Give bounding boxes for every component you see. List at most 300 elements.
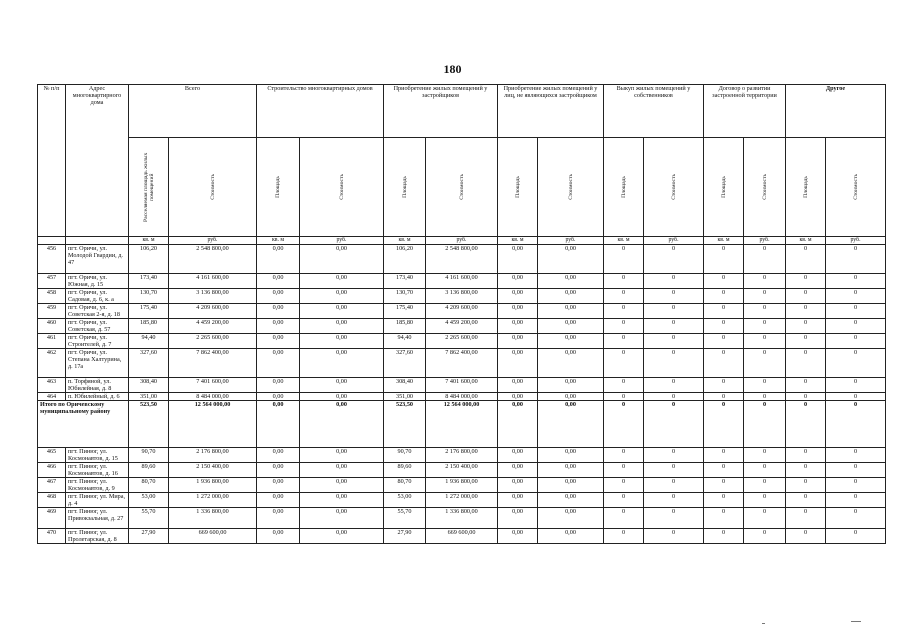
row-number: 460 bbox=[38, 319, 66, 334]
row-value: 0 bbox=[786, 493, 826, 508]
table-row bbox=[38, 289, 886, 304]
row-value: 0 bbox=[826, 393, 886, 401]
row-value: 1 272 000,00 bbox=[426, 493, 498, 508]
total-value: 0,00 bbox=[498, 401, 538, 448]
row-value: 0 bbox=[704, 393, 744, 401]
table-row bbox=[38, 529, 886, 544]
row-value: 0 bbox=[826, 289, 886, 304]
table-row bbox=[38, 334, 886, 349]
subheader-cell: Площадь bbox=[498, 138, 538, 237]
row-address: пгт. Пинюг, ул. Привокзальная, д. 27 bbox=[66, 508, 129, 529]
row-value: 1 336 800,00 bbox=[169, 508, 257, 529]
row-value: 0 bbox=[744, 304, 786, 319]
row-value: 2 265 600,00 bbox=[426, 334, 498, 349]
row-address: пгт. Пинюг, ул. Пролетарская, д. 8 bbox=[66, 529, 129, 544]
row-value: 351,00 bbox=[384, 393, 426, 401]
row-value: 0 bbox=[744, 349, 786, 378]
row-value: 0 bbox=[786, 274, 826, 289]
row-value: 0,00 bbox=[498, 245, 538, 274]
table-row bbox=[38, 493, 886, 508]
row-value: 0,00 bbox=[300, 463, 384, 478]
row-value: 0 bbox=[644, 478, 704, 493]
total-value: 0 bbox=[786, 401, 826, 448]
row-value: 0 bbox=[644, 274, 704, 289]
row-number: 465 bbox=[38, 448, 66, 463]
row-address: пгт. Оричи, ул. Советская, д. 57 bbox=[66, 319, 129, 334]
header-num: № п/п bbox=[38, 85, 66, 237]
row-number: 470 bbox=[38, 529, 66, 544]
total-value: 12 564 000,00 bbox=[169, 401, 257, 448]
row-value: 0 bbox=[744, 334, 786, 349]
row-value: 0 bbox=[786, 393, 826, 401]
row-value: 0 bbox=[604, 529, 644, 544]
scan-mark bbox=[762, 623, 765, 624]
row-address: пгт. Пинюг, ул. Мира, д. 4 bbox=[66, 493, 129, 508]
subheader-cell: Стоимость bbox=[826, 138, 886, 237]
row-value: 0 bbox=[786, 448, 826, 463]
row-value: 0,00 bbox=[257, 508, 300, 529]
row-value: 0,00 bbox=[538, 378, 604, 393]
total-label: Итого по Оричевскому муниципальному району bbox=[38, 401, 129, 448]
row-value: 0,00 bbox=[538, 493, 604, 508]
row-value: 0 bbox=[786, 289, 826, 304]
total-value: 523,50 bbox=[384, 401, 426, 448]
row-value: 0 bbox=[786, 245, 826, 274]
row-value: 90,70 bbox=[384, 448, 426, 463]
row-value: 0 bbox=[744, 378, 786, 393]
row-value: 0 bbox=[604, 274, 644, 289]
row-value: 55,70 bbox=[129, 508, 169, 529]
scan-mark bbox=[851, 621, 861, 622]
header-address: Адрес многоквартирного дома bbox=[66, 85, 129, 237]
row-value: 0,00 bbox=[257, 304, 300, 319]
row-value: 0 bbox=[744, 393, 786, 401]
row-value: 0 bbox=[704, 378, 744, 393]
table-row bbox=[38, 393, 886, 401]
row-value: 0 bbox=[744, 448, 786, 463]
row-value: 0 bbox=[786, 334, 826, 349]
row-value: 0 bbox=[644, 393, 704, 401]
units-cell: кв. м bbox=[257, 237, 300, 245]
units-cell: кв. м bbox=[129, 237, 169, 245]
row-value: 7 401 600,00 bbox=[169, 378, 257, 393]
row-value: 0,00 bbox=[498, 463, 538, 478]
row-value: 0 bbox=[786, 463, 826, 478]
row-value: 0 bbox=[704, 304, 744, 319]
row-value: 0 bbox=[604, 448, 644, 463]
header-group-other: Другое bbox=[786, 85, 886, 138]
row-value: 1 272 000,00 bbox=[169, 493, 257, 508]
units-cell: кв. м bbox=[786, 237, 826, 245]
subheader-cell: Стоимость bbox=[744, 138, 786, 237]
row-value: 7 862 400,00 bbox=[426, 349, 498, 378]
row-value: 0 bbox=[786, 319, 826, 334]
row-value: 0 bbox=[604, 393, 644, 401]
row-address: пгт. Оричи, ул. Строителей, д. 7 bbox=[66, 334, 129, 349]
row-value: 0,00 bbox=[538, 478, 604, 493]
subheader-cell: Площадь bbox=[704, 138, 744, 237]
row-value: 0 bbox=[604, 319, 644, 334]
row-number: 469 bbox=[38, 508, 66, 529]
row-value: 0,00 bbox=[498, 334, 538, 349]
units-cell bbox=[66, 237, 129, 245]
row-value: 0,00 bbox=[538, 463, 604, 478]
row-value: 0,00 bbox=[498, 274, 538, 289]
table-row bbox=[38, 274, 886, 289]
row-number: 461 bbox=[38, 334, 66, 349]
subheader-cell: Площадь bbox=[786, 138, 826, 237]
row-value: 4 459 200,00 bbox=[426, 319, 498, 334]
subheader-cell: Расселяемая площадь жилых помещений bbox=[129, 138, 169, 237]
row-value: 130,70 bbox=[384, 289, 426, 304]
row-value: 0 bbox=[644, 463, 704, 478]
row-value: 2 176 800,00 bbox=[169, 448, 257, 463]
row-value: 0,00 bbox=[300, 448, 384, 463]
row-value: 0,00 bbox=[538, 349, 604, 378]
row-value: 0,00 bbox=[300, 529, 384, 544]
header-group-buyout: Выкуп жилых помещений у собственников bbox=[604, 85, 704, 138]
row-value: 173,40 bbox=[384, 274, 426, 289]
header-group-nondeveloper-purchase: Приобретение жилых помещений у лиц, не являющихся застройщиком bbox=[498, 85, 604, 138]
total-value: 0 bbox=[604, 401, 644, 448]
header-group-construction: Строительство многоквартирных домов bbox=[257, 85, 384, 138]
table-row bbox=[38, 349, 886, 378]
row-value: 2 548 800,00 bbox=[426, 245, 498, 274]
row-value: 0 bbox=[604, 334, 644, 349]
row-value: 0 bbox=[604, 493, 644, 508]
row-value: 0,00 bbox=[498, 319, 538, 334]
row-value: 89,60 bbox=[129, 463, 169, 478]
row-value: 0 bbox=[744, 463, 786, 478]
row-value: 0 bbox=[704, 349, 744, 378]
row-value: 55,70 bbox=[384, 508, 426, 529]
subheader-cell: Площадь bbox=[604, 138, 644, 237]
row-value: 0 bbox=[786, 378, 826, 393]
row-value: 0 bbox=[704, 274, 744, 289]
row-value: 0 bbox=[826, 245, 886, 274]
row-value: 0 bbox=[786, 529, 826, 544]
units-cell: руб. bbox=[300, 237, 384, 245]
row-address: пгт. Оричи, ул. Степана Халтурина, д. 17а bbox=[66, 349, 129, 378]
row-value: 0,00 bbox=[300, 304, 384, 319]
row-value: 0,00 bbox=[257, 378, 300, 393]
row-value: 0 bbox=[744, 274, 786, 289]
row-value: 0 bbox=[786, 478, 826, 493]
row-value: 0 bbox=[604, 463, 644, 478]
resettlement-table bbox=[37, 84, 886, 544]
subheader-cell: Площадь bbox=[384, 138, 426, 237]
row-value: 4 459 200,00 bbox=[169, 319, 257, 334]
row-value: 0,00 bbox=[498, 289, 538, 304]
units-cell: кв. м bbox=[384, 237, 426, 245]
row-value: 0 bbox=[704, 448, 744, 463]
row-value: 0,00 bbox=[300, 245, 384, 274]
row-value: 0 bbox=[744, 508, 786, 529]
table-row bbox=[38, 508, 886, 529]
row-value: 2 150 400,00 bbox=[426, 463, 498, 478]
row-value: 0 bbox=[604, 245, 644, 274]
row-value: 0 bbox=[604, 508, 644, 529]
row-value: 0 bbox=[644, 508, 704, 529]
row-value: 0 bbox=[826, 508, 886, 529]
row-value: 2 548 800,00 bbox=[169, 245, 257, 274]
row-value: 0 bbox=[826, 349, 886, 378]
row-value: 0 bbox=[826, 463, 886, 478]
header-group-total: Всего bbox=[129, 85, 257, 138]
row-value: 4 209 600,00 bbox=[426, 304, 498, 319]
row-value: 0,00 bbox=[498, 304, 538, 319]
row-value: 0 bbox=[644, 378, 704, 393]
row-value: 0 bbox=[604, 378, 644, 393]
header-group-territory: Договор о развитии застроенной территории bbox=[704, 85, 786, 138]
row-value: 0 bbox=[744, 319, 786, 334]
row-address: пгт. Оричи, ул. Южная, д. 15 bbox=[66, 274, 129, 289]
row-value: 0 bbox=[704, 493, 744, 508]
page-number: 180 bbox=[443, 62, 462, 76]
row-value: 53,00 bbox=[129, 493, 169, 508]
subheader-cell: Стоимость bbox=[538, 138, 604, 237]
row-value: 0,00 bbox=[300, 393, 384, 401]
row-value: 7 862 400,00 bbox=[169, 349, 257, 378]
row-value: 0,00 bbox=[300, 349, 384, 378]
row-value: 0 bbox=[744, 493, 786, 508]
row-value: 0,00 bbox=[300, 493, 384, 508]
units-cell: руб. bbox=[426, 237, 498, 245]
total-value: 0 bbox=[744, 401, 786, 448]
row-value: 0,00 bbox=[300, 319, 384, 334]
sub-header-row bbox=[38, 138, 886, 237]
row-value: 0,00 bbox=[498, 508, 538, 529]
row-value: 94,40 bbox=[384, 334, 426, 349]
row-number: 463 bbox=[38, 378, 66, 393]
row-number: 456 bbox=[38, 245, 66, 274]
row-value: 0 bbox=[644, 245, 704, 274]
row-value: 8 484 000,00 bbox=[169, 393, 257, 401]
units-cell: руб. bbox=[169, 237, 257, 245]
row-value: 53,00 bbox=[384, 493, 426, 508]
total-value: 0,00 bbox=[300, 401, 384, 448]
row-number: 457 bbox=[38, 274, 66, 289]
row-value: 0 bbox=[704, 334, 744, 349]
row-address: п. Торфяной, ул. Юбилейная, д. 8 bbox=[66, 378, 129, 393]
subheader-cell: Стоимость bbox=[426, 138, 498, 237]
row-value: 0,00 bbox=[498, 493, 538, 508]
row-value: 0,00 bbox=[498, 529, 538, 544]
row-value: 0,00 bbox=[538, 319, 604, 334]
row-address: пгт. Оричи, ул. Садовая, д. 6, к. а bbox=[66, 289, 129, 304]
row-value: 0 bbox=[644, 334, 704, 349]
row-value: 1 936 800,00 bbox=[426, 478, 498, 493]
row-value: 0 bbox=[744, 289, 786, 304]
subheader-cell: Площадь bbox=[257, 138, 300, 237]
row-number: 466 bbox=[38, 463, 66, 478]
table-row bbox=[38, 463, 886, 478]
total-value: 523,50 bbox=[129, 401, 169, 448]
row-address: пгт. Оричи, ул. Советская 2-я, д. 18 bbox=[66, 304, 129, 319]
table-row bbox=[38, 304, 886, 319]
total-value: 0,00 bbox=[538, 401, 604, 448]
subheader-cell: Стоимость bbox=[644, 138, 704, 237]
row-value: 0,00 bbox=[257, 334, 300, 349]
row-value: 94,40 bbox=[129, 334, 169, 349]
row-value: 3 136 800,00 bbox=[169, 289, 257, 304]
row-address: пгт. Пинюг, ул. Космонавтов, д. 16 bbox=[66, 463, 129, 478]
units-cell: кв. м bbox=[498, 237, 538, 245]
table-row bbox=[38, 319, 886, 334]
total-value: 0 bbox=[644, 401, 704, 448]
row-value: 0,00 bbox=[538, 334, 604, 349]
row-value: 0 bbox=[826, 334, 886, 349]
row-value: 0 bbox=[826, 529, 886, 544]
units-cell bbox=[38, 237, 66, 245]
row-value: 0,00 bbox=[300, 378, 384, 393]
row-value: 0 bbox=[644, 289, 704, 304]
row-value: 327,60 bbox=[129, 349, 169, 378]
row-address: пгт. Пинюг, ул. Космонавтов, д. 15 bbox=[66, 448, 129, 463]
row-value: 0,00 bbox=[300, 478, 384, 493]
row-value: 0 bbox=[604, 349, 644, 378]
row-value: 0,00 bbox=[257, 349, 300, 378]
row-value: 0 bbox=[704, 478, 744, 493]
subheader-cell: Стоимость bbox=[169, 138, 257, 237]
units-cell: руб. bbox=[744, 237, 786, 245]
row-value: 0,00 bbox=[538, 245, 604, 274]
row-value: 80,70 bbox=[384, 478, 426, 493]
row-value: 0 bbox=[704, 529, 744, 544]
row-value: 0 bbox=[644, 529, 704, 544]
row-value: 0 bbox=[826, 378, 886, 393]
total-value: 0,00 bbox=[257, 401, 300, 448]
row-value: 0,00 bbox=[257, 529, 300, 544]
row-value: 669 600,00 bbox=[426, 529, 498, 544]
row-value: 308,40 bbox=[129, 378, 169, 393]
row-value: 0 bbox=[826, 493, 886, 508]
row-number: 467 bbox=[38, 478, 66, 493]
row-value: 175,40 bbox=[129, 304, 169, 319]
row-value: 27,90 bbox=[384, 529, 426, 544]
row-value: 0,00 bbox=[257, 289, 300, 304]
row-value: 0,00 bbox=[498, 378, 538, 393]
row-value: 0 bbox=[604, 478, 644, 493]
row-value: 0,00 bbox=[300, 274, 384, 289]
row-value: 0 bbox=[604, 304, 644, 319]
row-value: 185,80 bbox=[129, 319, 169, 334]
table-row bbox=[38, 378, 886, 393]
header-group-developer-purchase: Приобретение жилых помещений у застройщиков bbox=[384, 85, 498, 138]
row-value: 0,00 bbox=[257, 274, 300, 289]
row-value: 0,00 bbox=[538, 393, 604, 401]
row-value: 4 161 600,00 bbox=[426, 274, 498, 289]
row-value: 0,00 bbox=[257, 245, 300, 274]
row-value: 0 bbox=[826, 304, 886, 319]
row-value: 89,60 bbox=[384, 463, 426, 478]
row-value: 0,00 bbox=[498, 349, 538, 378]
row-value: 351,00 bbox=[129, 393, 169, 401]
total-value: 12 564 000,00 bbox=[426, 401, 498, 448]
row-value: 0,00 bbox=[257, 319, 300, 334]
group-header-row bbox=[38, 85, 886, 138]
row-value: 0 bbox=[704, 319, 744, 334]
total-value: 0 bbox=[826, 401, 886, 448]
row-value: 0,00 bbox=[538, 448, 604, 463]
row-value: 0 bbox=[704, 289, 744, 304]
row-value: 0,00 bbox=[538, 529, 604, 544]
row-value: 0 bbox=[826, 448, 886, 463]
row-value: 0,00 bbox=[498, 478, 538, 493]
row-value: 27,90 bbox=[129, 529, 169, 544]
row-value: 0,00 bbox=[538, 508, 604, 529]
row-value: 8 484 000,00 bbox=[426, 393, 498, 401]
row-value: 0 bbox=[744, 478, 786, 493]
row-value: 0,00 bbox=[498, 393, 538, 401]
row-number: 468 bbox=[38, 493, 66, 508]
row-value: 327,60 bbox=[384, 349, 426, 378]
row-value: 0 bbox=[826, 319, 886, 334]
row-value: 0,00 bbox=[257, 493, 300, 508]
total-value: 0 bbox=[704, 401, 744, 448]
row-value: 1 936 800,00 bbox=[169, 478, 257, 493]
row-value: 0,00 bbox=[538, 274, 604, 289]
row-value: 0,00 bbox=[300, 334, 384, 349]
row-value: 0 bbox=[704, 508, 744, 529]
row-value: 0,00 bbox=[257, 393, 300, 401]
row-value: 0 bbox=[704, 245, 744, 274]
units-cell: кв. м bbox=[704, 237, 744, 245]
row-value: 308,40 bbox=[384, 378, 426, 393]
total-row bbox=[38, 401, 886, 448]
row-value: 130,70 bbox=[129, 289, 169, 304]
row-value: 0,00 bbox=[498, 448, 538, 463]
row-value: 0 bbox=[644, 304, 704, 319]
row-address: пгт. Оричи, ул. Молодой Гвардии, д. 47 bbox=[66, 245, 129, 274]
row-value: 0,00 bbox=[257, 463, 300, 478]
row-value: 90,70 bbox=[129, 448, 169, 463]
row-value: 80,70 bbox=[129, 478, 169, 493]
row-value: 0 bbox=[744, 529, 786, 544]
row-value: 0,00 bbox=[538, 304, 604, 319]
row-value: 0 bbox=[744, 245, 786, 274]
row-value: 185,80 bbox=[384, 319, 426, 334]
row-value: 0 bbox=[644, 319, 704, 334]
row-value: 173,40 bbox=[129, 274, 169, 289]
units-cell: кв. м bbox=[604, 237, 644, 245]
row-value: 0 bbox=[604, 289, 644, 304]
row-number: 462 bbox=[38, 349, 66, 378]
row-value: 175,40 bbox=[384, 304, 426, 319]
row-value: 7 401 600,00 bbox=[426, 378, 498, 393]
row-value: 0,00 bbox=[257, 478, 300, 493]
row-value: 0 bbox=[826, 274, 886, 289]
row-value: 4 161 600,00 bbox=[169, 274, 257, 289]
table-row bbox=[38, 448, 886, 463]
units-row bbox=[38, 237, 886, 245]
row-value: 0,00 bbox=[538, 289, 604, 304]
row-value: 0,00 bbox=[300, 289, 384, 304]
row-number: 458 bbox=[38, 289, 66, 304]
units-cell: руб. bbox=[538, 237, 604, 245]
row-value: 0 bbox=[704, 463, 744, 478]
row-value: 2 265 600,00 bbox=[169, 334, 257, 349]
table-row bbox=[38, 478, 886, 493]
row-number: 459 bbox=[38, 304, 66, 319]
row-value: 1 336 800,00 bbox=[426, 508, 498, 529]
row-value: 0 bbox=[786, 304, 826, 319]
row-value: 4 209 600,00 bbox=[169, 304, 257, 319]
row-value: 0 bbox=[644, 448, 704, 463]
row-value: 0 bbox=[826, 478, 886, 493]
row-value: 106,20 bbox=[384, 245, 426, 274]
table-row bbox=[38, 245, 886, 274]
